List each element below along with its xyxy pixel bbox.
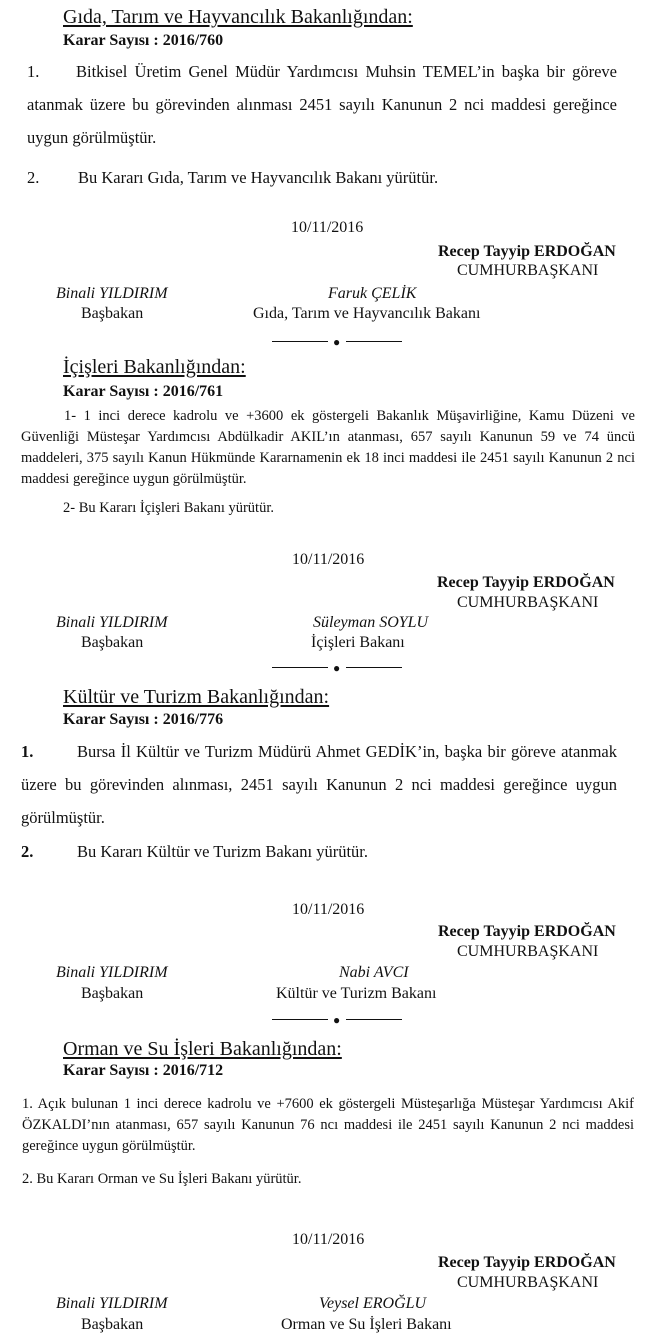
pm-title: Başbakan: [81, 305, 144, 322]
minister-name: Nabi AVCI: [339, 964, 409, 981]
decree-number: Karar Sayısı : 2016/760: [63, 32, 224, 49]
decree-item-1: [27, 55, 617, 154]
president-name: Recep Tayyip ERDOĞAN: [438, 243, 616, 260]
ministry-heading: Orman ve Su İşleri Bakanlığından:: [63, 1038, 342, 1060]
president-title: CUMHURBAŞKANI: [457, 594, 599, 611]
president-name: Recep Tayyip ERDOĞAN: [438, 1254, 616, 1271]
decree-date: 10/11/2016: [292, 901, 365, 918]
president-name: Recep Tayyip ERDOĞAN: [438, 923, 616, 940]
pm-name: Binali YILDIRIM: [56, 1295, 168, 1312]
decree-item-2: 2. Bu Kararı Orman ve Su İşleri Bakanı yürütür.: [22, 1171, 302, 1187]
item-number: 2.: [21, 842, 34, 861]
item-number: 2.: [27, 168, 40, 187]
item-text: Bursa İl Kültür ve Turizm Müdürü Ahmet GEDİK’in, başka bir göreve atanmak üzere bu görevinden alınması, 2451 sayılı Kanunun 2 nci maddesi gereğince uygun görülmüştür.: [21, 742, 617, 827]
decree-number: Karar Sayısı : 2016/761: [63, 383, 224, 400]
section-separator: ●: [272, 1014, 402, 1024]
item-text: Bitkisel Üretim Genel Müdür Yardımcısı Muhsin TEMEL’in başka bir göreve atanmak üzere bu görevinden alınması 2451 sayılı Kanunun 2 nci maddesi gereğince uygun görülmüştür.: [27, 62, 617, 147]
ministry-heading: Gıda, Tarım ve Hayvancılık Bakanlığından:: [63, 6, 413, 28]
item-number: 1.: [21, 742, 34, 761]
minister-title: Orman ve Su İşleri Bakanı: [281, 1316, 452, 1333]
pm-name: Binali YILDIRIM: [56, 614, 168, 631]
minister-title: İçişleri Bakanı: [311, 634, 405, 651]
president-title: CUMHURBAŞKANI: [457, 943, 599, 960]
decree-date: 10/11/2016: [292, 551, 365, 568]
pm-title: Başbakan: [81, 985, 144, 1002]
ministry-heading: İçişleri Bakanlığından:: [63, 356, 246, 378]
item-number: 1.: [27, 62, 40, 81]
decree-item-2: 2- Bu Kararı İçişleri Bakanı yürütür.: [63, 500, 274, 516]
decree-date: 10/11/2016: [291, 219, 364, 236]
minister-title: Gıda, Tarım ve Hayvancılık Bakanı: [253, 305, 481, 322]
decree-item-1: 1- 1 inci derece kadrolu ve +3600 ek göstergeli Bakanlık Müşavirliğine, Kamu Düzeni ve Güvenliği Müsteşar Yardımcısı Abdülkadir AKIL’ın atanması, 657 sayılı Kanunun 59 ve 74 üncü maddeleri, 375 sayılı Kanun Hükmünde Kararnamenin ek 18 inci maddesi ile 2451 sayılı Kanunun 2 nci maddesi gereğince uygun görülmüştür.: [21, 408, 635, 487]
president-title: CUMHURBAŞKANI: [457, 262, 599, 279]
minister-name: Faruk ÇELİK: [328, 285, 417, 302]
pm-title: Başbakan: [81, 1316, 144, 1333]
pm-name: Binali YILDIRIM: [56, 285, 168, 302]
president-name: Recep Tayyip ERDOĞAN: [437, 574, 615, 591]
section-separator: ●: [272, 662, 402, 672]
minister-name: Veysel EROĞLU: [319, 1295, 427, 1312]
minister-name: Süleyman SOYLU: [313, 614, 429, 631]
minister-title: Kültür ve Turizm Bakanı: [276, 985, 437, 1002]
decree-number: Karar Sayısı : 2016/776: [63, 711, 224, 728]
decree-item-1: 1. Açık bulunan 1 inci derece kadrolu ve +7600 ek göstergeli Müsteşarlığa Müsteşar Yardımcısı Akif ÖZKALDI’nın atanması, 657 sayılı Kanunun 76 ncı maddesi ile 2451 sayılı Kanunun 2 nci maddesi gereğince uygun görülmüştür.: [22, 1096, 634, 1154]
section-separator: ●: [272, 336, 402, 346]
decree-item-1: [21, 735, 617, 834]
ministry-heading: Kültür ve Turizm Bakanlığından:: [63, 686, 330, 708]
decree-item-2: [21, 835, 617, 868]
item-text: Bu Kararı Gıda, Tarım ve Hayvancılık Bakanı yürütür.: [78, 168, 439, 187]
item-text: Bu Kararı Kültür ve Turizm Bakanı yürütür.: [77, 842, 369, 861]
president-title: CUMHURBAŞKANI: [457, 1274, 599, 1291]
decree-item-2: [27, 161, 617, 194]
decree-date: 10/11/2016: [292, 1231, 365, 1248]
pm-title: Başbakan: [81, 634, 144, 651]
pm-name: Binali YILDIRIM: [56, 964, 168, 981]
decree-number: Karar Sayısı : 2016/712: [63, 1062, 224, 1079]
